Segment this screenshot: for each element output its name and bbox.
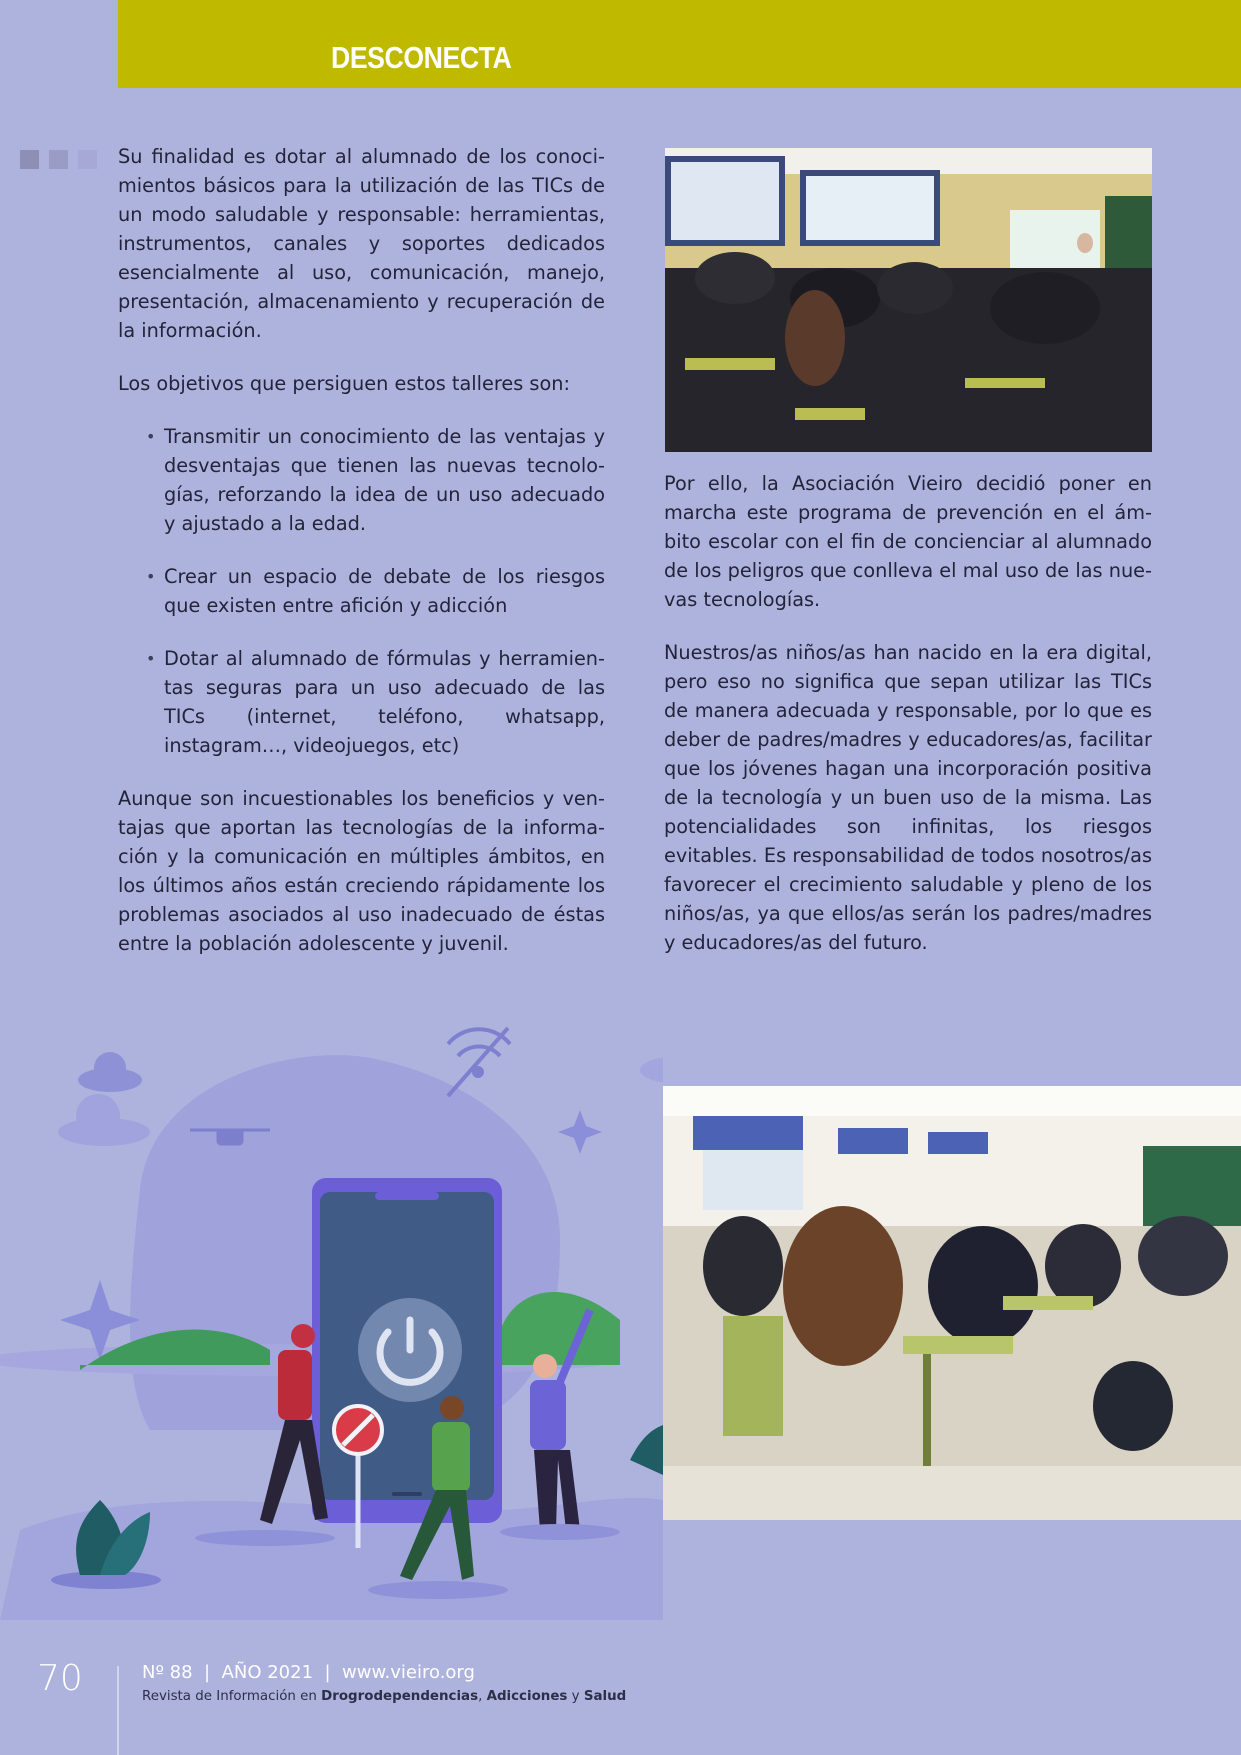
footer-separator: | — [204, 1662, 211, 1683]
tagline-adicciones: Adicciones — [486, 1689, 568, 1704]
closing-paragraph: Aunque son incuestionables los beneficios y ventajas que aportan las tecnologías de la información y la comunicación en múltiples ámbitos, en los últimos años están creciendo rápidamente los problemas asociados al uso inadecuado de éstas entre la población adolescente y juvenil. — [118, 787, 605, 955]
cloud-icon — [78, 1052, 142, 1092]
header-band — [118, 0, 1241, 88]
footer-divider — [117, 1666, 119, 1755]
website-link[interactable]: www.vieiro.org — [342, 1662, 475, 1683]
intro-paragraph: Su finalidad es dotar al alumnado de los conocimientos básicos para la utilización de las TICs de un modo saludable y responsable: herramientas, instrumentos, canales y soportes dedicados esencialmente al uso, comunicación, manejo, presentación, almacenamiento y recuperación de la información. — [118, 145, 605, 342]
issue-number: Nº 88 — [142, 1662, 193, 1683]
right-paragraph-1: Por ello, la Asociación Vieiro decidió poner en marcha este programa de prevención en el ámbito escolar con el fin de concienciar al alumnado de los peligros que conlleva el mal uso de las nuevas tecnologías. — [664, 472, 1152, 611]
right-column — [664, 469, 1152, 981]
objective-item: • Transmitir un conocimiento de las ventajas y desventajas que tienen las nuevas tecnologías, reforzando la idea de un uso adecuado y ajustado a la edad. — [164, 422, 605, 538]
cloud-icon — [58, 1094, 150, 1146]
footer-issue-line — [142, 1662, 475, 1683]
deco-square-mid — [49, 150, 68, 169]
tagline-and: y — [567, 1689, 584, 1704]
wifi-off-icon — [448, 1028, 510, 1096]
deco-square-light — [78, 150, 97, 169]
left-column — [118, 142, 605, 982]
issue-year: AÑO 2021 — [221, 1662, 314, 1683]
digital-disconnect-illustration — [0, 1020, 663, 1620]
deco-square-dark — [20, 150, 39, 169]
page-number: 70 — [37, 1658, 83, 1699]
objective-item: • Dotar al alumnado de fórmulas y herramientas seguras para un uso adecuado de las TICs (internet, teléfono, whatsapp, instagram…, videojuegos, etc) — [164, 644, 605, 760]
objectives-list — [118, 422, 605, 760]
section-title: DESCONECTA — [331, 40, 512, 75]
classroom-photo-2 — [663, 1086, 1241, 1520]
tagline-prefix: Revista de Información en — [142, 1689, 322, 1704]
decorative-squares — [20, 150, 97, 169]
footer-tagline — [142, 1689, 626, 1704]
tagline-drogrodependencias: Drogrodependencias — [321, 1689, 479, 1704]
tagline-separator: , — [478, 1689, 487, 1704]
cloud-icon — [640, 1056, 663, 1084]
objectives-lead: Los objetivos que persiguen estos talleres son: — [118, 372, 570, 395]
footer-separator: | — [324, 1662, 331, 1683]
classroom-photo-1 — [665, 148, 1152, 452]
power-icon — [358, 1298, 462, 1402]
tagline-salud: Salud — [583, 1689, 627, 1704]
right-paragraph-2: Nuestros/as niños/as han nacido en la era digital, pero eso no significa que sepan utilizar las TICs de manera adecuada y responsable, por lo que es deber de padres/madres y educadores/as, facilitar que los jóvenes hagan una incorporación positiva de la tecnología y un buen uso de la misma. Las potencialidades son infinitas, los riesgos evitables. Es responsabilidad de todos nosotros/as favorecer el crecimiento saludable y pleno de los niños/as, ya que ellos/as serán los padres/madres y educadores/as del futuro. — [664, 641, 1152, 954]
objective-item: • Crear un espacio de debate de los riesgos que existen entre afición y adicción — [164, 562, 605, 620]
